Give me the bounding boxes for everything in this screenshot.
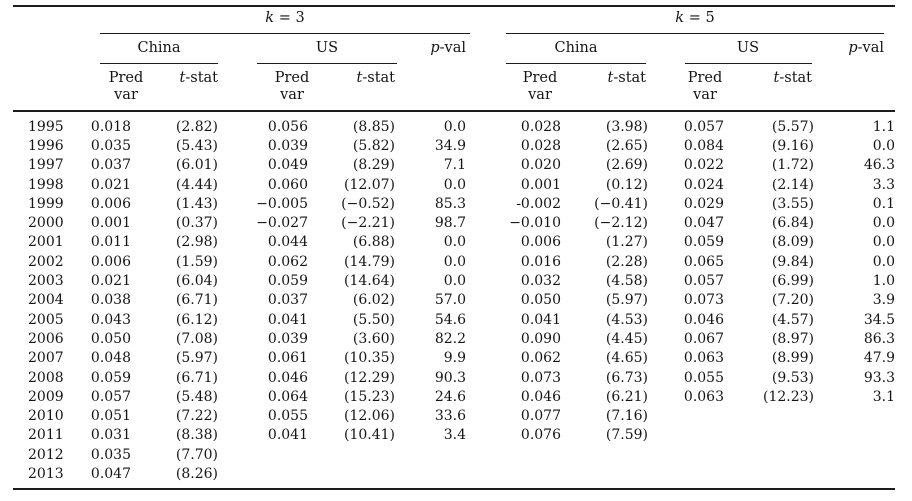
value-cell: 0.046 [267,369,308,386]
year-cell: 2001 [28,234,64,251]
value-cell: 0.0 [872,253,895,270]
value-cell: 47.9 [863,350,895,367]
col-header-k5-us: US [736,40,760,56]
value-cell: 1.0 [872,273,895,290]
p-symbol: p [430,40,440,56]
value-cell: (5.48) [175,388,218,405]
value-cell: 0.084 [683,137,724,154]
value-cell: (6.02) [352,292,395,309]
value-cell: 0.0 [872,234,895,251]
value-cell: (9.16) [771,137,814,154]
table-row [13,175,895,194]
value-cell: (7.70) [175,446,218,463]
value-cell: 33.6 [434,408,466,425]
value-cell: 0.062 [267,253,308,270]
year-cell: 2002 [28,253,64,270]
year-cell: 1996 [28,137,64,154]
value-cell: 0.047 [683,215,724,232]
value-cell: (3.98) [605,118,648,135]
value-cell: (6.99) [771,273,814,290]
value-cell: 0.028 [520,118,561,135]
pred-line: Pred [522,70,558,86]
value-cell: (3.60) [352,330,395,347]
value-cell: 0.057 [683,273,724,290]
value-cell: 0.055 [267,408,308,425]
value-cell: 0.049 [267,157,308,174]
value-cell: 0.063 [683,388,724,405]
subheader-k3-china-tstat: t-stat [179,70,218,86]
value-cell: 0.041 [267,427,308,444]
value-cell: (−0.52) [341,195,395,212]
t-symbol: t [607,70,614,86]
table-row [13,310,895,329]
value-cell: (−0.41) [594,195,648,212]
value-cell: 0.073 [520,369,561,386]
value-cell: 0.046 [683,311,724,328]
value-cell: 3.1 [872,388,895,405]
year-cell: 2013 [28,465,64,482]
table-row [13,252,895,271]
value-cell: 0.063 [683,350,724,367]
table-row [13,406,895,425]
value-cell: 0.028 [520,137,561,154]
value-cell: (4.65) [605,350,648,367]
value-cell: 0.035 [90,446,131,463]
value-cell: (15.23) [343,388,395,405]
value-cell: 0.0 [872,137,895,154]
value-cell: 0.0 [872,215,895,232]
table-row [13,329,895,348]
pred-line: Pred [687,70,723,86]
var-line: var [528,86,552,103]
value-cell: 0.037 [90,157,131,174]
year-cell: 2009 [28,388,64,405]
value-cell: (4.57) [771,311,814,328]
value-cell: (5.57) [771,118,814,135]
value-cell: (2.65) [605,137,648,154]
value-cell [308,445,395,464]
t-symbol: t [356,70,363,86]
value-cell: (7.22) [175,408,218,425]
value-cell: (10.35) [343,350,395,367]
value-cell: (6.01) [175,157,218,174]
value-cell [308,464,395,483]
value-cell: 0.0 [443,176,466,193]
col-header-k3-pval: p-val [430,40,466,56]
value-cell [814,406,895,425]
value-cell [814,464,895,483]
value-cell: (9.84) [771,253,814,270]
value-cell: (2.98) [175,234,218,251]
value-cell: (0.37) [175,215,218,232]
table-row [13,464,895,483]
value-cell: (12.23) [762,388,814,405]
value-cell: 0.016 [520,253,561,270]
value-cell: 0.0 [443,234,466,251]
value-cell: 0.021 [90,273,131,290]
table-row [13,291,895,310]
var-line: var [693,86,717,103]
value-cell [466,464,561,483]
value-cell: 90.3 [434,369,466,386]
var-line: var [114,86,138,103]
year-cell: 2008 [28,369,64,386]
value-cell: (5.97) [605,292,648,309]
value-cell: 54.6 [434,311,466,328]
value-cell: 0.021 [90,176,131,193]
value-cell [648,426,724,445]
value-cell: 0.059 [267,273,308,290]
table-row [13,445,895,464]
value-cell: 0.050 [520,292,561,309]
data-table [13,117,895,484]
col-header-k3-us: US [315,40,339,56]
group-header-k5: k = 5 [675,10,715,26]
value-cell: 0.047 [90,465,131,482]
value-cell [561,464,648,483]
year-cell: 2004 [28,292,64,309]
p-symbol: p [848,40,858,56]
value-cell: (6.88) [352,234,395,251]
value-cell: 0.031 [90,427,131,444]
value-cell: 0.020 [520,157,561,174]
pred-line: Pred [274,70,310,86]
year-cell: 2007 [28,350,64,367]
value-cell: 0.050 [90,330,131,347]
table-row [13,194,895,213]
t-symbol: t [179,70,186,86]
subheader-k5-us-tstat: t-stat [773,70,812,86]
value-cell [561,445,648,464]
value-cell: 0.018 [90,118,131,135]
year-cell: 2006 [28,330,64,347]
value-cell: (1.72) [771,157,814,174]
value-cell: 85.3 [434,195,466,212]
value-cell [648,445,724,464]
value-cell [466,445,561,464]
k3-group-rule [100,33,470,34]
value-cell: 0.006 [520,234,561,251]
value-cell [814,445,895,464]
value-cell: 0.0 [443,273,466,290]
value-cell: (14.64) [343,273,395,290]
table-row [13,349,895,368]
value-cell: (2.69) [605,157,648,174]
value-cell [218,445,308,464]
value-cell: (8.26) [175,465,218,482]
value-cell: 0.011 [90,234,131,251]
value-cell: 0.041 [267,311,308,328]
value-cell: (7.20) [771,292,814,309]
data-table-body [13,117,895,484]
value-cell [724,445,814,464]
value-cell: 0.055 [683,369,724,386]
value-cell: 86.3 [863,330,895,347]
value-cell: 34.9 [434,137,466,154]
value-cell: (5.82) [352,137,395,154]
value-cell: 0.022 [683,157,724,174]
value-cell: 0.059 [90,369,131,386]
value-cell: 0.062 [520,350,561,367]
value-cell [218,464,308,483]
value-cell: 0.024 [683,176,724,193]
value-cell: (7.08) [175,330,218,347]
value-cell: (12.07) [343,176,395,193]
value-cell: 3.9 [872,292,895,309]
value-cell: 0.059 [683,234,724,251]
year-cell: 2011 [28,427,64,444]
value-cell: 57.0 [434,292,466,309]
k5-us-rule [685,63,812,64]
value-cell [648,406,724,425]
value-cell: −0.010 [509,215,561,232]
value-cell: (14.79) [343,253,395,270]
value-cell: (−2.21) [341,215,395,232]
year-cell: 1999 [28,195,64,212]
year-cell: 2000 [28,215,64,232]
year-cell: 1998 [28,176,64,193]
table-row [13,368,895,387]
table-row [13,271,895,290]
value-cell: 0.065 [683,253,724,270]
value-cell [814,426,895,445]
table-row [13,213,895,232]
value-cell: 0.038 [90,292,131,309]
value-cell: 0.060 [267,176,308,193]
value-cell: 46.3 [863,157,895,174]
value-cell: 0.037 [267,292,308,309]
value-cell: (4.53) [605,311,648,328]
table-row [13,136,895,155]
year-cell: 1997 [28,157,64,174]
value-cell: (4.45) [605,330,648,347]
subheader-k3-us-tstat: t-stat [356,70,395,86]
value-cell: 3.3 [872,176,895,193]
value-cell: 0.032 [520,273,561,290]
table-row [13,156,895,175]
table-row [13,117,895,136]
value-cell: 0.057 [90,388,131,405]
header-bottom-rule [13,110,895,112]
value-cell: (8.29) [352,157,395,174]
col-header-k3-china: China [137,40,181,56]
value-cell: 0.039 [267,137,308,154]
value-cell [724,406,814,425]
table-row [13,387,895,406]
value-cell: (12.06) [343,408,395,425]
value-cell [724,426,814,445]
pred-line: Pred [108,70,144,86]
value-cell: (8.38) [175,427,218,444]
value-cell: 0.0 [443,253,466,270]
value-cell: 0.006 [90,195,131,212]
value-cell [395,464,466,483]
value-cell: 0.044 [267,234,308,251]
value-cell: (4.58) [605,273,648,290]
value-cell: (5.50) [352,311,395,328]
value-cell: 3.4 [443,427,466,444]
value-cell: (3.55) [771,195,814,212]
value-cell: 0.001 [90,215,131,232]
col-header-k5-pval: p-val [848,40,884,56]
value-cell: 0.041 [520,311,561,328]
value-cell: 0.067 [683,330,724,347]
value-cell: (0.12) [605,176,648,193]
year-cell: 2003 [28,273,64,290]
value-cell [648,464,724,483]
value-cell: (12.29) [343,369,395,386]
value-cell: (2.28) [605,253,648,270]
value-cell: 0.043 [90,311,131,328]
value-cell: 0.061 [267,350,308,367]
subheader-k5-china-predvar [505,70,575,103]
table-row [13,426,895,445]
value-cell: 98.7 [434,215,466,232]
value-cell: (5.97) [175,350,218,367]
group-header-k3: k = 3 [265,10,305,26]
value-cell [395,445,466,464]
table-row [13,233,895,252]
value-cell: 0.051 [90,408,131,425]
value-cell: 1.1 [872,118,895,135]
k5-china-rule [506,63,646,64]
k-symbol: k [265,10,275,26]
year-cell: 2010 [28,408,64,425]
value-cell: (4.44) [175,176,218,193]
year-cell: 2005 [28,311,64,328]
subheader-k5-us-predvar [670,70,740,103]
value-cell: (8.99) [771,350,814,367]
year-cell: 1995 [28,118,64,135]
value-cell: 0.046 [520,388,561,405]
value-cell: 0.1 [872,195,895,212]
value-cell: (7.59) [605,427,648,444]
value-cell: (6.12) [175,311,218,328]
value-cell: (1.43) [175,195,218,212]
value-cell: 24.6 [434,388,466,405]
value-cell: (6.21) [605,388,648,405]
value-cell: −0.027 [256,215,308,232]
value-cell: 0.048 [90,350,131,367]
bottom-rule [13,488,895,490]
value-cell: 0.056 [267,118,308,135]
value-cell: (6.04) [175,273,218,290]
value-cell: (6.71) [175,292,218,309]
value-cell: 7.1 [443,157,466,174]
value-cell: 0.001 [520,176,561,193]
value-cell: 34.5 [863,311,895,328]
k5-group-rule [506,33,884,34]
year-cell: 2012 [28,446,64,463]
k-symbol: k [675,10,685,26]
value-cell: −0.005 [256,195,308,212]
k3-china-rule [100,63,218,64]
value-cell: (9.53) [771,369,814,386]
value-cell: 0.064 [267,388,308,405]
k3-us-rule [257,63,397,64]
value-cell: (6.84) [771,215,814,232]
value-cell: (8.97) [771,330,814,347]
value-cell: 0.076 [520,427,561,444]
value-cell: (−2.12) [594,215,648,232]
value-cell: 9.9 [443,350,466,367]
subheader-k5-china-tstat: t-stat [607,70,646,86]
value-cell: 0.006 [90,253,131,270]
value-cell: (1.59) [175,253,218,270]
value-cell: (6.71) [175,369,218,386]
value-cell: 0.077 [520,408,561,425]
value-cell: 0.073 [683,292,724,309]
value-cell: 0.090 [520,330,561,347]
value-cell: 93.3 [863,369,895,386]
top-rule [13,5,895,7]
value-cell: 0.057 [683,118,724,135]
value-cell: (10.41) [343,427,395,444]
value-cell: (8.09) [771,234,814,251]
value-cell: (6.73) [605,369,648,386]
value-cell: 0.029 [683,195,724,212]
var-line: var [280,86,304,103]
value-cell: (2.82) [175,118,218,135]
value-cell: -0.002 [516,195,561,212]
value-cell: 0.039 [267,330,308,347]
value-cell: 82.2 [434,330,466,347]
value-cell: (8.85) [352,118,395,135]
value-cell: (5.43) [175,137,218,154]
col-header-k5-china: China [554,40,598,56]
t-symbol: t [773,70,780,86]
value-cell: (2.14) [771,176,814,193]
value-cell [724,464,814,483]
value-cell: (7.16) [605,408,648,425]
value-cell: 0.035 [90,137,131,154]
value-cell: 0.0 [443,118,466,135]
value-cell: (1.27) [605,234,648,251]
